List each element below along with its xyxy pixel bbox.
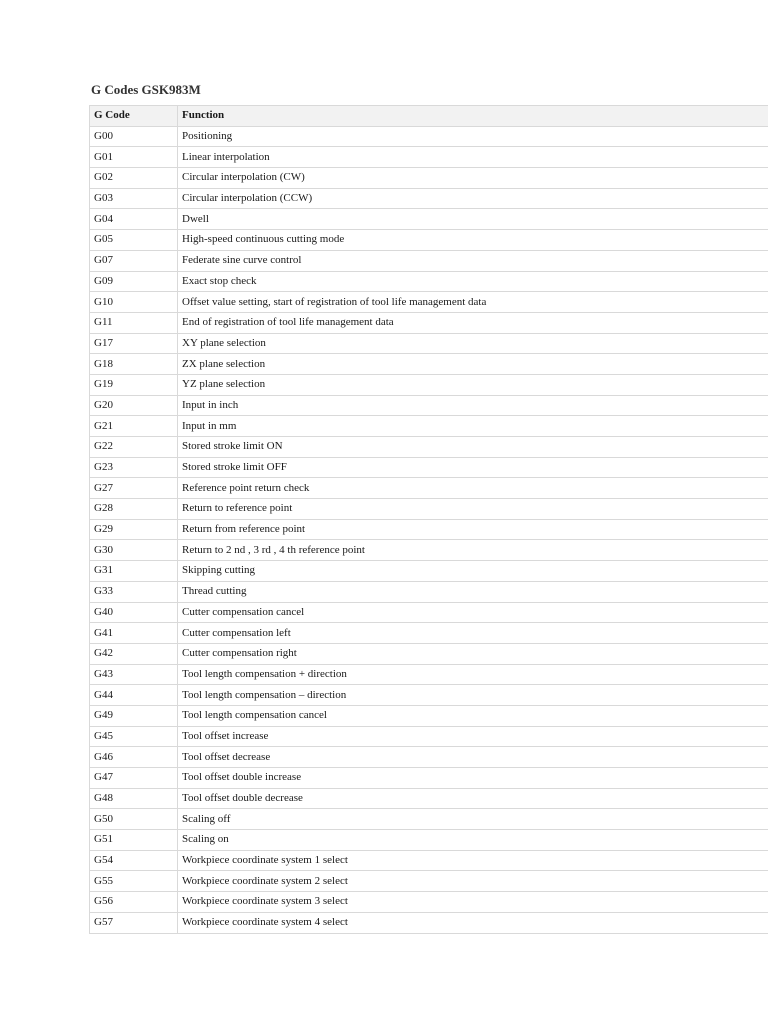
- g-code-cell: G20: [90, 395, 178, 416]
- function-cell: Reference point return check: [178, 478, 768, 499]
- table-row: [90, 395, 768, 416]
- header-function: Function: [178, 106, 768, 127]
- g-code-cell: G49: [90, 705, 178, 726]
- table-row: [90, 726, 768, 747]
- function-cell: Tool offset increase: [178, 726, 768, 747]
- table-row: [90, 581, 768, 602]
- g-code-cell: G31: [90, 561, 178, 582]
- function-cell: Scaling on: [178, 830, 768, 851]
- table-row: [90, 664, 768, 685]
- g-code-cell: G11: [90, 312, 178, 333]
- g-code-cell: G17: [90, 333, 178, 354]
- g-code-cell: G22: [90, 437, 178, 458]
- function-cell: Tool offset double decrease: [178, 788, 768, 809]
- function-cell: Tool length compensation + direction: [178, 664, 768, 685]
- function-cell: Circular interpolation (CW): [178, 168, 768, 189]
- function-cell: Workpiece coordinate system 3 select: [178, 892, 768, 913]
- table-row: [90, 705, 768, 726]
- table-header-row: [90, 106, 768, 127]
- g-code-cell: G04: [90, 209, 178, 230]
- table-row: [90, 126, 768, 147]
- g-code-cell: G30: [90, 540, 178, 561]
- g-code-cell: G21: [90, 416, 178, 437]
- function-cell: Cutter compensation right: [178, 643, 768, 664]
- g-code-cell: G54: [90, 850, 178, 871]
- table-row: [90, 892, 768, 913]
- table-row: [90, 147, 768, 168]
- g-code-cell: G28: [90, 499, 178, 520]
- function-cell: Tool length compensation cancel: [178, 705, 768, 726]
- function-cell: End of registration of tool life management data: [178, 312, 768, 333]
- g-code-cell: G10: [90, 292, 178, 313]
- function-cell: Circular interpolation (CCW): [178, 188, 768, 209]
- function-cell: Exact stop check: [178, 271, 768, 292]
- g-code-cell: G09: [90, 271, 178, 292]
- table-row: [90, 333, 768, 354]
- table-row: [90, 788, 768, 809]
- table-row: [90, 912, 768, 933]
- function-cell: XY plane selection: [178, 333, 768, 354]
- function-cell: Workpiece coordinate system 1 select: [178, 850, 768, 871]
- table-row: [90, 230, 768, 251]
- table-row: [90, 850, 768, 871]
- function-cell: Federate sine curve control: [178, 250, 768, 271]
- function-cell: Tool length compensation – direction: [178, 685, 768, 706]
- g-code-cell: G23: [90, 457, 178, 478]
- table-row: [90, 354, 768, 375]
- function-cell: Return from reference point: [178, 519, 768, 540]
- g-code-cell: G48: [90, 788, 178, 809]
- g-code-cell: G33: [90, 581, 178, 602]
- function-cell: Scaling off: [178, 809, 768, 830]
- function-cell: ZX plane selection: [178, 354, 768, 375]
- table-row: [90, 561, 768, 582]
- table-row: [90, 437, 768, 458]
- g-code-cell: G05: [90, 230, 178, 251]
- g-code-cell: G50: [90, 809, 178, 830]
- g-code-cell: G56: [90, 892, 178, 913]
- table-row: [90, 457, 768, 478]
- table-row: [90, 747, 768, 768]
- header-g-code: G Code: [90, 106, 178, 127]
- function-cell: Cutter compensation left: [178, 623, 768, 644]
- table-row: [90, 623, 768, 644]
- g-code-cell: G19: [90, 374, 178, 395]
- table-row: [90, 830, 768, 851]
- function-cell: Dwell: [178, 209, 768, 230]
- table-row: [90, 499, 768, 520]
- table-row: [90, 292, 768, 313]
- function-cell: Positioning: [178, 126, 768, 147]
- g-code-cell: G18: [90, 354, 178, 375]
- table-row: [90, 519, 768, 540]
- function-cell: Workpiece coordinate system 2 select: [178, 871, 768, 892]
- function-cell: Workpiece coordinate system 4 select: [178, 912, 768, 933]
- g-code-cell: G45: [90, 726, 178, 747]
- function-cell: Stored stroke limit OFF: [178, 457, 768, 478]
- g-code-cell: G46: [90, 747, 178, 768]
- table-row: [90, 478, 768, 499]
- table-row: [90, 809, 768, 830]
- g-code-cell: G01: [90, 147, 178, 168]
- function-cell: Input in mm: [178, 416, 768, 437]
- g-code-cell: G27: [90, 478, 178, 499]
- function-cell: High-speed continuous cutting mode: [178, 230, 768, 251]
- function-cell: Linear interpolation: [178, 147, 768, 168]
- g-code-cell: G42: [90, 643, 178, 664]
- table-row: [90, 768, 768, 789]
- g-code-cell: G51: [90, 830, 178, 851]
- g-code-cell: G40: [90, 602, 178, 623]
- table-row: [90, 188, 768, 209]
- g-code-cell: G44: [90, 685, 178, 706]
- g-code-cell: G07: [90, 250, 178, 271]
- function-cell: Tool offset decrease: [178, 747, 768, 768]
- function-cell: Skipping cutting: [178, 561, 768, 582]
- table-row: [90, 540, 768, 561]
- g-code-table: [89, 105, 768, 934]
- g-code-cell: G02: [90, 168, 178, 189]
- table-row: [90, 250, 768, 271]
- function-cell: YZ plane selection: [178, 374, 768, 395]
- function-cell: Thread cutting: [178, 581, 768, 602]
- table-row: [90, 374, 768, 395]
- table-body: [90, 126, 768, 933]
- g-code-cell: G55: [90, 871, 178, 892]
- table-row: [90, 168, 768, 189]
- function-cell: Tool offset double increase: [178, 768, 768, 789]
- page-title: G Codes GSK983M: [91, 82, 201, 97]
- table-row: [90, 643, 768, 664]
- table-row: [90, 209, 768, 230]
- table-row: [90, 416, 768, 437]
- table-row: [90, 685, 768, 706]
- g-code-cell: G47: [90, 768, 178, 789]
- g-code-cell: G00: [90, 126, 178, 147]
- function-cell: Cutter compensation cancel: [178, 602, 768, 623]
- g-code-cell: G29: [90, 519, 178, 540]
- g-code-cell: G43: [90, 664, 178, 685]
- table-row: [90, 602, 768, 623]
- table-row: [90, 271, 768, 292]
- function-cell: Return to reference point: [178, 499, 768, 520]
- g-code-cell: G03: [90, 188, 178, 209]
- function-cell: Offset value setting, start of registration of tool life management data: [178, 292, 768, 313]
- function-cell: Stored stroke limit ON: [178, 437, 768, 458]
- table-row: [90, 312, 768, 333]
- g-code-cell: G57: [90, 912, 178, 933]
- function-cell: Input in inch: [178, 395, 768, 416]
- g-code-cell: G41: [90, 623, 178, 644]
- table-row: [90, 871, 768, 892]
- function-cell: Return to 2 nd , 3 rd , 4 th reference point: [178, 540, 768, 561]
